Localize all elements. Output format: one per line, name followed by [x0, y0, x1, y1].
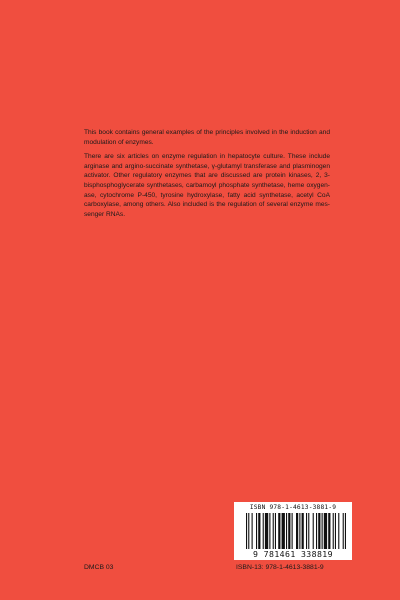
- barcode-bar: [248, 513, 249, 549]
- barcode-bar: [335, 513, 336, 549]
- barcode-bar: [286, 513, 287, 549]
- series-code: DMCB 03: [84, 564, 114, 571]
- barcode-bar: [263, 513, 264, 549]
- barcode-bar: [256, 513, 257, 549]
- barcode-bar: [296, 513, 298, 549]
- barcode-bar: [292, 513, 293, 549]
- barcode-bar: [316, 513, 317, 549]
- barcode-bar: [282, 513, 285, 549]
- barcode-bar: [324, 513, 327, 549]
- barcode-bar: [265, 513, 268, 549]
- barcode-bar: [308, 513, 309, 549]
- barcode-bar: [343, 513, 344, 549]
- barcode-bar: [333, 513, 334, 549]
- barcode-bar: [275, 513, 276, 549]
- barcode-bars: [246, 513, 346, 549]
- barcode-bar: [338, 513, 339, 549]
- barcode-bar: [246, 513, 247, 549]
- barcode-bar: [269, 513, 270, 549]
- barcode-bar: [318, 513, 320, 549]
- blurb-paragraph-2: There are six articles on enzyme regulation in hepatocyte culture. These include arginase and argino-succinate synthetase, γ-glutamyl transferase and plasminogen activator. Other regulatory enzymes that are discussed are protein kinases, 2, 3-bisphosphoglycerate synthetases, carbamoyl phosphate synthetase, heme oxygen-ase, cytochrome P-450, tyrosine hydroxylase, fatty acid synthetase, acetyl CoA carboxylase, among others. Also included is the regulation of several enzyme mes-senger RNAs.: [84, 153, 330, 218]
- barcode-bar: [322, 513, 323, 549]
- barcode-bar: [306, 513, 307, 549]
- barcode-isbn-label: ISBN 978-1-4613-3881-9: [249, 504, 337, 511]
- isbn-barcode: [234, 502, 352, 560]
- barcode-bar: [313, 513, 314, 549]
- barcode-bar: [273, 513, 274, 549]
- barcode-bar: [252, 513, 253, 549]
- barcode-bar: [299, 513, 300, 549]
- barcode-bar: [328, 513, 330, 549]
- barcode-digits: 9 781461 338819: [253, 549, 333, 559]
- barcode-bar: [288, 513, 290, 549]
- isbn-13-label: ISBN-13: 978-1-4613-3881-9: [236, 564, 324, 571]
- barcode-bar: [345, 513, 346, 549]
- barcode-bar: [258, 513, 260, 549]
- blurb-text: [84, 128, 330, 224]
- blurb-paragraph-1: This book contains general examples of the principles involved in the induction and modulation of enzymes.: [84, 129, 330, 146]
- barcode-bar: [278, 513, 280, 549]
- barcode-bar: [302, 513, 304, 549]
